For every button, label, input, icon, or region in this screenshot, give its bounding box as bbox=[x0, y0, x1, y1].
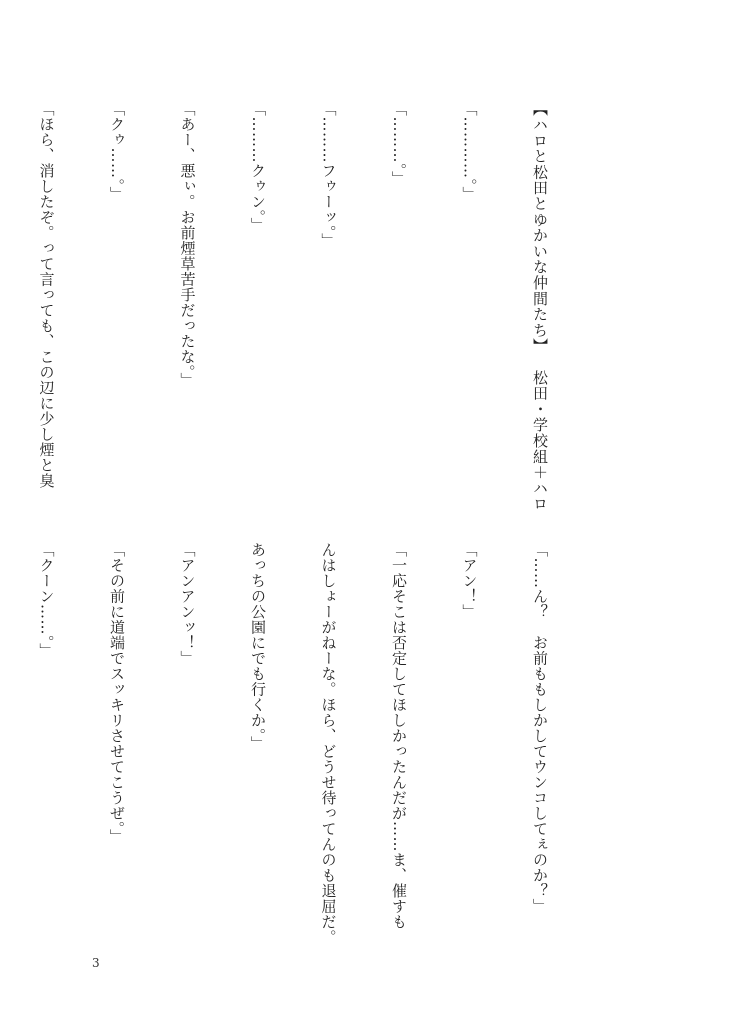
text-line: あっちの公園にでも行くか。」 bbox=[249, 542, 267, 752]
text-line: 「クゥ……。」 bbox=[108, 101, 126, 202]
chapter-subtitle: 松田・学校組＋ハロ bbox=[531, 369, 549, 512]
chapter-heading bbox=[528, 101, 552, 521]
text-line: 「あー、悪ぃ。お前煙草苦手だったな。」 bbox=[178, 101, 197, 388]
page-number: 3 bbox=[92, 956, 100, 970]
text-line: 「その前に道端でスッキリさせてこうぜ。」 bbox=[108, 542, 126, 845]
text-line: 「アンアンッ！」 bbox=[178, 542, 197, 666]
text-line: 「クーン……。」 bbox=[37, 542, 56, 659]
top-text-block bbox=[0, 101, 598, 521]
text-line: んはしょーがねーな。ほら、どうせ待ってんのも退屈だ。 bbox=[319, 542, 338, 945]
text-line: 「一応そこは否定してほしかったんだが……ま、催すも bbox=[390, 542, 408, 930]
text-line: 「アン！」 bbox=[460, 542, 479, 620]
text-line: 「…………。」 bbox=[460, 101, 479, 202]
text-line: 「………フゥーッ。」 bbox=[319, 101, 338, 249]
text-line: 「……ん？ お前ももしかしてウンコしてぇのか？」 bbox=[531, 542, 549, 914]
text-line: 「………。」 bbox=[390, 101, 408, 187]
chapter-title: 【ハロと松田とゆかいな仲間たち】 bbox=[531, 101, 549, 354]
text-line: 「………クゥン。」 bbox=[249, 101, 267, 233]
bottom-text-block bbox=[0, 542, 598, 962]
text-line: 「ほら、消したぞ。って言っても、この辺に少し煙と臭 bbox=[37, 101, 56, 489]
